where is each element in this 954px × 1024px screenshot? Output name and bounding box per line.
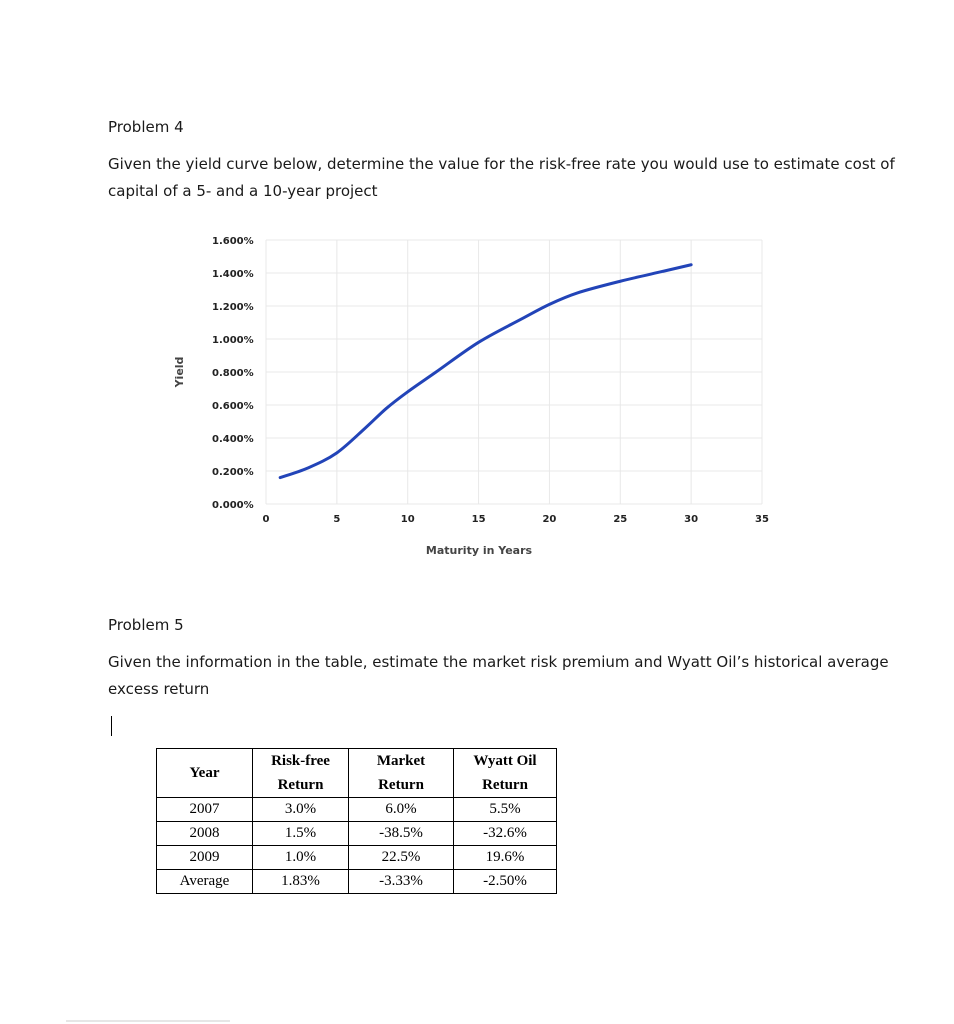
cell-wyatt-oil: 5.5% [454, 798, 557, 822]
x-axis-title: Maturity in Years [425, 544, 533, 557]
y-tick-label: 1.200% [212, 302, 254, 313]
table-row-average [157, 870, 557, 894]
table-header-row [157, 749, 557, 798]
y-tick-label: 0.200% [212, 467, 254, 478]
chart-series [280, 265, 691, 478]
cell-wyatt-oil: -2.50% [454, 870, 557, 894]
cell-wyatt-oil: 19.6% [454, 846, 557, 870]
problem-5-heading: Problem 5 [108, 616, 184, 634]
yield-curve-chart [160, 228, 780, 568]
header-market: Market Return [349, 749, 454, 798]
x-tick-label: 5 [333, 514, 341, 525]
cell-year: 2008 [157, 822, 253, 846]
x-tick-label: 10 [400, 514, 415, 525]
cell-risk-free: 1.83% [253, 870, 349, 894]
table-row [157, 846, 557, 870]
header-year: Year [157, 749, 253, 798]
y-tick-label: 0.400% [212, 434, 254, 445]
series-line-yield [280, 265, 691, 478]
cell-market: 6.0% [349, 798, 454, 822]
y-tick-label: 0.600% [212, 401, 254, 412]
y-tick-label: 0.800% [212, 368, 254, 379]
x-tick-label: 15 [471, 514, 486, 525]
x-tick-label: 25 [613, 514, 628, 525]
y-tick-label: 0.000% [212, 500, 254, 511]
chart-grid [266, 240, 762, 504]
cell-risk-free: 1.0% [253, 846, 349, 870]
cell-market: 22.5% [349, 846, 454, 870]
problem-4-text: Given the yield curve below, determine the value for the risk-free rate you would use to estimate cost of capital of a 5- and a 10-year project [108, 155, 895, 200]
problem-5-text: Given the information in the table, estimate the market risk premium and Wyatt Oil’s historical average excess return [108, 653, 889, 698]
returns-table [156, 748, 557, 894]
table-row [157, 822, 557, 846]
cell-risk-free: 3.0% [253, 798, 349, 822]
cell-market: -3.33% [349, 870, 454, 894]
x-axis-ticks [263, 514, 769, 525]
y-axis-ticks [212, 236, 254, 511]
table-row [157, 798, 557, 822]
cell-market: -38.5% [349, 822, 454, 846]
header-risk-free: Risk-free Return [253, 749, 349, 798]
problem-4-heading: Problem 4 [108, 118, 184, 136]
y-tick-label: 1.400% [212, 269, 254, 280]
cell-year: Average [157, 870, 253, 894]
x-tick-label: 20 [542, 514, 557, 525]
x-tick-label: 35 [755, 514, 769, 525]
y-axis-title: Yield [173, 356, 186, 388]
x-tick-label: 0 [262, 514, 270, 525]
text-cursor [111, 716, 112, 736]
cell-year: 2009 [157, 846, 253, 870]
header-wyatt-oil: Wyatt Oil Return [454, 749, 557, 798]
page-divider [66, 1020, 230, 1022]
cell-risk-free: 1.5% [253, 822, 349, 846]
x-tick-label: 30 [684, 514, 699, 525]
y-tick-label: 1.000% [212, 335, 254, 346]
cell-year: 2007 [157, 798, 253, 822]
cell-wyatt-oil: -32.6% [454, 822, 557, 846]
y-tick-label: 1.600% [212, 236, 254, 247]
